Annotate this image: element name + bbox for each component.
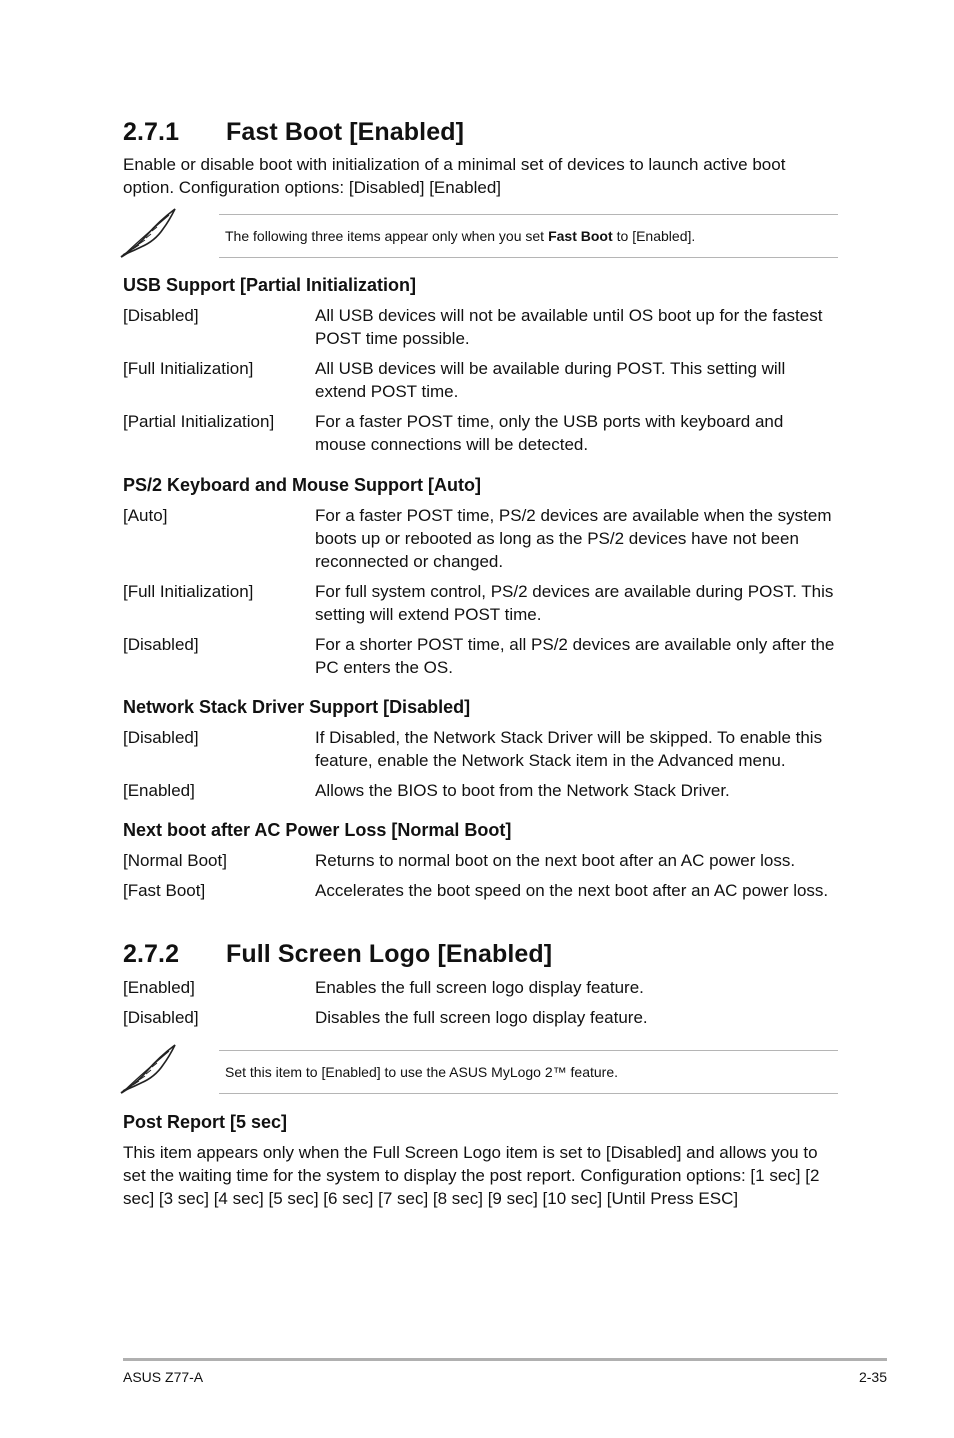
option-name: [Disabled] bbox=[123, 1008, 199, 1027]
item-heading-network-stack: Network Stack Driver Support [Disabled] bbox=[123, 697, 471, 717]
option-description: Allows the BIOS to boot from the Network Stack Driver. bbox=[315, 781, 730, 800]
item-heading-ps2-support: PS/2 Keyboard and Mouse Support [Auto] bbox=[123, 475, 482, 495]
option-name: [Disabled] bbox=[123, 306, 199, 325]
option-table-ps2 bbox=[123, 504, 838, 679]
note-feather-icon bbox=[119, 207, 179, 259]
option-row bbox=[123, 410, 838, 456]
option-row bbox=[123, 879, 843, 902]
note-text: Set this item to [Enabled] to use the ASUS MyLogo 2™ feature. bbox=[225, 1064, 618, 1080]
page-footer bbox=[123, 1358, 887, 1385]
option-name: [Enabled] bbox=[123, 978, 195, 997]
option-row bbox=[123, 304, 838, 350]
option-row bbox=[123, 976, 838, 999]
option-description: Enables the full screen logo display feature. bbox=[315, 978, 644, 997]
option-description: For a faster POST time, only the USB ports with keyboard and mouse connections will be detected. bbox=[315, 412, 784, 454]
option-description: For a faster POST time, PS/2 devices are available when the system boots up or rebooted as long as the PS/2 devices have not been reconnected or changed. bbox=[315, 506, 832, 571]
item-heading-ac-power-loss: Next boot after AC Power Loss [Normal Boot] bbox=[123, 820, 512, 840]
option-description: All USB devices will not be available until OS boot up for the fastest POST time possible. bbox=[315, 306, 823, 348]
option-name: [Fast Boot] bbox=[123, 881, 206, 900]
option-row bbox=[123, 779, 838, 802]
option-description: All USB devices will be available during POST. This setting will extend POST time. bbox=[315, 359, 786, 401]
option-name: [Full Initialization] bbox=[123, 359, 254, 378]
option-name: [Normal Boot] bbox=[123, 851, 227, 870]
note-box bbox=[219, 214, 838, 258]
option-table-network bbox=[123, 726, 838, 802]
option-row bbox=[123, 504, 838, 573]
option-name: [Full Initialization] bbox=[123, 582, 254, 601]
option-row bbox=[123, 580, 838, 626]
option-table-usb bbox=[123, 304, 838, 456]
option-name: [Disabled] bbox=[123, 728, 199, 747]
option-name: [Partial Initialization] bbox=[123, 412, 275, 431]
option-name: [Enabled] bbox=[123, 781, 195, 800]
option-description: Disables the full screen logo display feature. bbox=[315, 1008, 648, 1027]
option-row bbox=[123, 357, 838, 403]
option-description: If Disabled, the Network Stack Driver will be skipped. To enable this feature, enable the Network Stack item in the Advanced menu. bbox=[315, 728, 823, 770]
option-description: Returns to normal boot on the next boot after an AC power loss. bbox=[315, 851, 796, 870]
section-number: 2.7.1 bbox=[123, 118, 180, 146]
section-heading-fast-boot bbox=[123, 117, 464, 147]
option-description: Accelerates the boot speed on the next boot after an AC power loss. bbox=[315, 881, 829, 900]
section-number: 2.7.2 bbox=[123, 940, 180, 968]
note-text-pre: The following three items appear only when you set bbox=[225, 228, 545, 244]
note-text-post: to [Enabled]. bbox=[616, 228, 696, 244]
option-row bbox=[123, 726, 838, 772]
footer-page-number: 2-35 bbox=[858, 1369, 887, 1385]
option-table-ac bbox=[123, 849, 843, 902]
note-text bbox=[225, 215, 695, 257]
post-report-description: This item appears only when the Full Screen Logo item is set to [Disabled] and allows you to set the waiting time for the system to display the post report. Configuration options: [1 sec] [2 sec] [3 sec] [4 sec] [5 sec] [6 sec] [7 sec] [8 sec] [9 sec] [10 sec] [Until Press ESC] bbox=[123, 1143, 820, 1208]
option-row bbox=[123, 1006, 838, 1029]
section-title: Fast Boot [Enabled] bbox=[226, 118, 465, 146]
option-description: For a shorter POST time, all PS/2 devices are available only after the PC enters the OS. bbox=[315, 635, 835, 677]
section-description: Enable or disable boot with initialization of a minimal set of devices to launch active boot option. Configuration options: [Disabled] [Enabled] bbox=[123, 155, 786, 197]
option-name: [Disabled] bbox=[123, 635, 199, 654]
option-row bbox=[123, 849, 843, 872]
option-table-logo bbox=[123, 976, 838, 1029]
item-heading-usb-support: USB Support [Partial Initialization] bbox=[123, 275, 417, 295]
item-heading-post-report: Post Report [5 sec] bbox=[123, 1112, 288, 1132]
note-box bbox=[219, 1050, 838, 1094]
section-title: Full Screen Logo [Enabled] bbox=[226, 940, 553, 968]
footer-product-name: ASUS Z77-A bbox=[123, 1369, 204, 1385]
option-name: [Auto] bbox=[123, 506, 168, 525]
note-feather-icon bbox=[119, 1043, 179, 1095]
section-heading-full-screen-logo bbox=[123, 939, 552, 969]
option-row bbox=[123, 633, 838, 679]
note-text-bold: Fast Boot bbox=[548, 228, 613, 244]
option-description: For full system control, PS/2 devices are available during POST. This setting will extend POST time. bbox=[315, 582, 834, 624]
